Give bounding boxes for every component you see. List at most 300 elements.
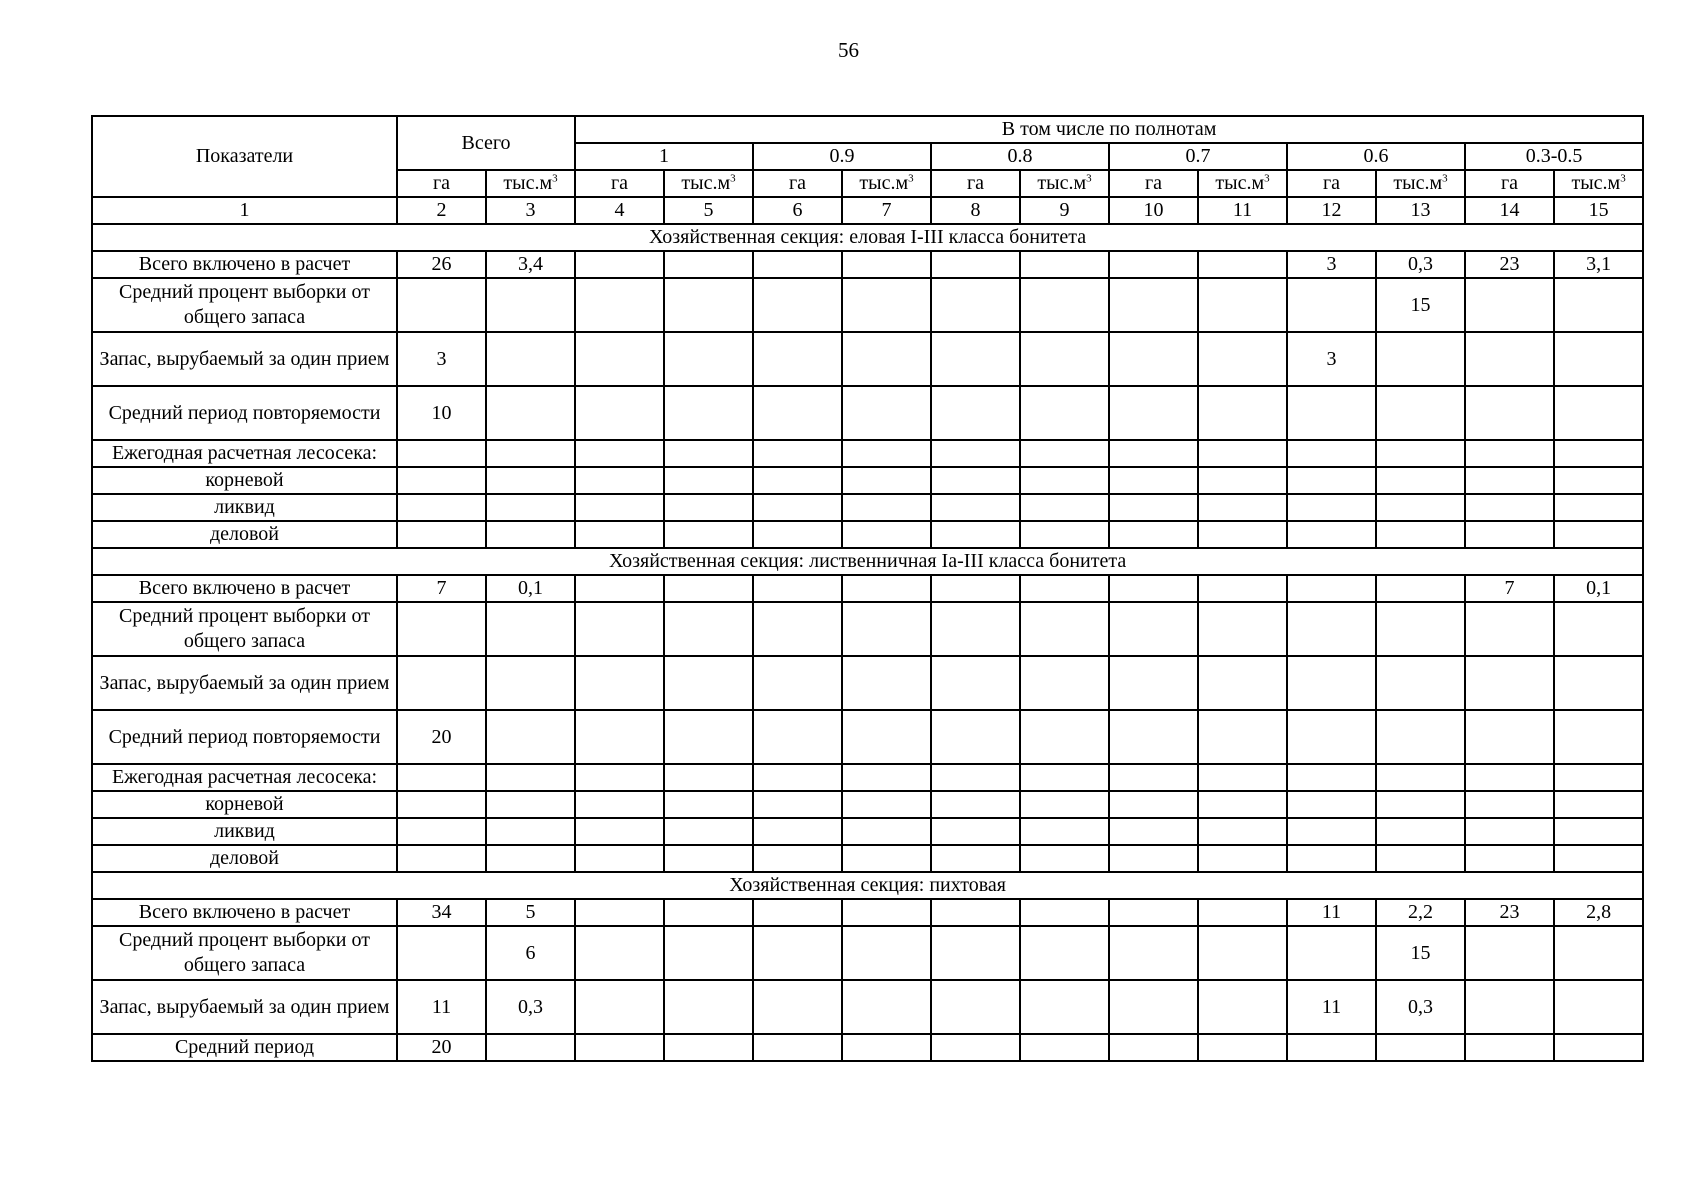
table-cell [1376,764,1465,791]
table-cell [1109,791,1198,818]
table-cell [842,467,931,494]
table-cell [486,494,575,521]
table-cell [664,791,753,818]
table-cell [575,899,664,926]
table-cell [1198,791,1287,818]
table-cell [664,467,753,494]
table-cell [1198,845,1287,872]
table-cell [1465,440,1554,467]
header-row-1 [92,116,1643,143]
table-cell [664,710,753,764]
table-cell [664,440,753,467]
table-cell [1376,845,1465,872]
table-cell [1109,1034,1198,1061]
section-title: Хозяйственная секция: еловая I-III класса бонитета [92,224,1643,251]
column-number: 3 [486,197,575,224]
table-row [92,791,1643,818]
unit-volume-exponent: 3 [730,172,736,185]
table-cell [753,494,842,521]
table-cell [664,521,753,548]
table-cell [931,791,1020,818]
table-cell [486,791,575,818]
table-cell [397,926,486,980]
table-cell: 6 [486,926,575,980]
table-cell [1465,332,1554,386]
table-cell [1198,899,1287,926]
table-cell [1198,494,1287,521]
table-cell [753,602,842,656]
table-cell [1109,575,1198,602]
table-cell [1465,926,1554,980]
header-unit-volume [1020,170,1109,197]
table-cell [1020,251,1109,278]
header-indicators: Показатели [92,116,397,197]
table-cell [1465,602,1554,656]
table-cell [575,575,664,602]
table-cell [842,440,931,467]
table-cell [1109,818,1198,845]
table-cell [753,251,842,278]
table-row [92,386,1643,440]
table-cell: 0,1 [1554,575,1643,602]
table-cell [664,386,753,440]
row-label: деловой [92,521,397,548]
table-cell [1109,251,1198,278]
table-cell [486,467,575,494]
table-cell: 20 [397,710,486,764]
table-cell [1198,575,1287,602]
row-label: ликвид [92,818,397,845]
table-row [92,602,1643,656]
table-row [92,656,1643,710]
table-cell: 15 [1376,278,1465,332]
row-label: Запас, вырубаемый за один прием [92,980,397,1034]
table-cell [664,575,753,602]
row-label: ликвид [92,494,397,521]
table-cell [575,980,664,1034]
table-cell [1287,791,1376,818]
table-cell [1465,980,1554,1034]
table-row [92,980,1643,1034]
table-cell [1465,386,1554,440]
table-cell [1020,521,1109,548]
table-cell [1198,251,1287,278]
table-cell: 3 [1287,332,1376,386]
table-cell [1465,710,1554,764]
header-unit-volume [664,170,753,197]
table-cell [1465,656,1554,710]
table-cell [1020,899,1109,926]
table-cell [753,521,842,548]
header-unit-ha: га [575,170,664,197]
table-cell [753,656,842,710]
table-cell [931,278,1020,332]
header-density-2: 0.8 [931,143,1109,170]
table-cell [931,251,1020,278]
table-cell: 2,8 [1554,899,1643,926]
table-cell [842,710,931,764]
table-cell [753,818,842,845]
table-cell [753,980,842,1034]
table-row [92,440,1643,467]
table-row [92,926,1643,980]
table-cell: 23 [1465,899,1554,926]
header-unit-ha: га [1465,170,1554,197]
table-cell [1109,710,1198,764]
page-number: 56 [838,38,859,62]
table-cell [1020,980,1109,1034]
table-cell [1287,575,1376,602]
table-cell [486,764,575,791]
table-cell [1554,791,1643,818]
table-cell [1020,926,1109,980]
table-cell [842,602,931,656]
table-cell [486,521,575,548]
table-cell [1109,656,1198,710]
table-cell [1376,656,1465,710]
table-cell [753,467,842,494]
table-cell [1465,764,1554,791]
table-cell [931,332,1020,386]
table-cell [931,710,1020,764]
table-cell [664,926,753,980]
table-cell [575,467,664,494]
table-cell: 3 [1287,251,1376,278]
unit-volume-text: тыс.м [681,172,731,194]
table-cell [1020,386,1109,440]
table-cell [664,845,753,872]
table-cell [842,656,931,710]
table-cell [1287,494,1376,521]
table-cell: 2,2 [1376,899,1465,926]
table-cell [1198,521,1287,548]
table-cell: 0,3 [1376,980,1465,1034]
table-cell [1198,386,1287,440]
table-cell [397,818,486,845]
table-cell [664,251,753,278]
table-cell [1376,494,1465,521]
table-cell [842,845,931,872]
table-cell [1376,467,1465,494]
table-cell [842,386,931,440]
header-unit-ha: га [1109,170,1198,197]
table-cell: 11 [397,980,486,1034]
unit-volume-text: тыс.м [503,172,553,194]
table-cell [1198,656,1287,710]
table-cell [931,602,1020,656]
table-cell [1554,845,1643,872]
column-number: 10 [1109,197,1198,224]
table-cell [931,845,1020,872]
header-unit-volume [486,170,575,197]
table-row [92,278,1643,332]
table-cell [1287,278,1376,332]
row-label: корневой [92,467,397,494]
table-cell [1198,440,1287,467]
table-row [92,494,1643,521]
table-cell [753,1034,842,1061]
table-row [92,818,1643,845]
table-cell [1554,656,1643,710]
table-cell [1287,386,1376,440]
table-cell [397,278,486,332]
table-cell: 10 [397,386,486,440]
table-cell [842,251,931,278]
section-title-row [92,872,1643,899]
header-by-density: В том числе по полнотам [575,116,1643,143]
table-cell [1554,818,1643,845]
row-label: Ежегодная расчетная лесосека: [92,764,397,791]
table-cell [397,440,486,467]
table-cell: 20 [397,1034,486,1061]
table-cell [931,575,1020,602]
table-cell [931,980,1020,1034]
table-cell [486,602,575,656]
header-total: Всего [397,116,575,170]
table-cell [1109,602,1198,656]
section-title: Хозяйственная секция: лиственничная Ia-III класса бонитета [92,548,1643,575]
unit-volume-text: тыс.м [1215,172,1265,194]
table-cell [664,656,753,710]
table-cell [575,440,664,467]
header-unit-volume [1554,170,1643,197]
table-cell [1109,332,1198,386]
table-cell [575,818,664,845]
table-cell: 0,3 [486,980,575,1034]
table-cell [486,440,575,467]
table-cell [1376,791,1465,818]
table-cell: 0,1 [486,575,575,602]
table-cell [486,845,575,872]
table-cell [1554,980,1643,1034]
table-cell [1198,710,1287,764]
table-cell [486,710,575,764]
table-cell [1376,710,1465,764]
allowable-cut-table [91,115,1644,1062]
table-cell [1287,521,1376,548]
column-number: 11 [1198,197,1287,224]
table-row [92,467,1643,494]
column-number: 6 [753,197,842,224]
table-cell [931,467,1020,494]
table-cell [753,845,842,872]
table-cell [575,1034,664,1061]
column-number: 9 [1020,197,1109,224]
table-cell [1376,602,1465,656]
table-cell [1109,980,1198,1034]
table-cell [1198,1034,1287,1061]
table-cell [1109,467,1198,494]
table-cell [486,386,575,440]
table-cell [1465,791,1554,818]
header-density-5: 0.3-0.5 [1465,143,1643,170]
row-label: деловой [92,845,397,872]
table-cell [1020,764,1109,791]
table-cell [1109,440,1198,467]
section-title: Хозяйственная секция: пихтовая [92,872,1643,899]
table-cell [397,521,486,548]
row-label: Средний период повторяемости [92,386,397,440]
table-cell [664,1034,753,1061]
header-unit-volume [842,170,931,197]
table-cell [931,440,1020,467]
table-cell [931,521,1020,548]
unit-volume-exponent: 3 [1086,172,1092,185]
column-number: 8 [931,197,1020,224]
table-cell [575,764,664,791]
table-cell [397,791,486,818]
column-number: 2 [397,197,486,224]
unit-volume-text: тыс.м [1037,172,1087,194]
unit-volume-exponent: 3 [1620,172,1626,185]
unit-volume-text: тыс.м [859,172,909,194]
table-cell [1287,818,1376,845]
row-label: Ежегодная расчетная лесосека: [92,440,397,467]
table-cell [1109,899,1198,926]
table-cell [842,494,931,521]
table-cell [575,791,664,818]
unit-volume-exponent: 3 [908,172,914,185]
table-cell [1020,1034,1109,1061]
table-cell [1465,494,1554,521]
table-cell [575,845,664,872]
column-number: 7 [842,197,931,224]
unit-volume-text: тыс.м [1571,172,1621,194]
table-row [92,710,1643,764]
table-cell [664,332,753,386]
table-cell [397,656,486,710]
table-cell [1020,494,1109,521]
table-cell [1020,467,1109,494]
column-number: 12 [1287,197,1376,224]
table-cell [931,1034,1020,1061]
header-unit-ha: га [397,170,486,197]
table-cell [753,440,842,467]
table-cell [1554,764,1643,791]
table-cell [931,899,1020,926]
table-cell [1376,818,1465,845]
table-cell [753,710,842,764]
table-cell [575,251,664,278]
table-cell [753,764,842,791]
table-row [92,899,1643,926]
table-cell [486,656,575,710]
table-cell [1376,386,1465,440]
table-cell: 3 [397,332,486,386]
column-number: 1 [92,197,397,224]
unit-volume-exponent: 3 [1264,172,1270,185]
header-density-0: 1 [575,143,753,170]
table-cell [664,818,753,845]
table-cell [1287,440,1376,467]
table-cell [397,494,486,521]
table-cell [753,386,842,440]
column-number: 15 [1554,197,1643,224]
table-cell: 3,4 [486,251,575,278]
table-cell [1109,521,1198,548]
header-unit-volume [1198,170,1287,197]
row-label: корневой [92,791,397,818]
header-unit-ha: га [753,170,842,197]
table-cell [1287,764,1376,791]
table-cell [931,494,1020,521]
table-cell [1020,602,1109,656]
table-cell: 5 [486,899,575,926]
table-cell [397,602,486,656]
table-cell: 7 [397,575,486,602]
table-cell [664,278,753,332]
table-cell [753,926,842,980]
table-cell [1554,602,1643,656]
table-cell [664,899,753,926]
table-cell [1287,467,1376,494]
table-cell [1020,440,1109,467]
column-number: 14 [1465,197,1554,224]
table-cell [842,332,931,386]
table-cell [1287,710,1376,764]
table-cell [1376,332,1465,386]
table-cell [575,386,664,440]
table-cell [1020,845,1109,872]
row-label: Всего включено в расчет [92,899,397,926]
table-cell [1020,278,1109,332]
table-cell: 0,3 [1376,251,1465,278]
header-unit-volume [1376,170,1465,197]
table-row [92,845,1643,872]
table-cell [1554,494,1643,521]
table-cell [486,818,575,845]
unit-volume-exponent: 3 [1442,172,1448,185]
table-cell [1020,575,1109,602]
table-cell [1554,440,1643,467]
table-cell [1287,656,1376,710]
table-cell [1465,818,1554,845]
table-cell [1554,521,1643,548]
table-row [92,764,1643,791]
table-cell [1198,926,1287,980]
table-cell [1020,332,1109,386]
column-number: 4 [575,197,664,224]
table-cell [1109,764,1198,791]
header-density-4: 0.6 [1287,143,1465,170]
table-cell [575,656,664,710]
table-cell [1465,278,1554,332]
table-cell: 23 [1465,251,1554,278]
table-cell [1109,386,1198,440]
table-cell [1554,386,1643,440]
header-column-number-row [92,197,1643,224]
column-number: 13 [1376,197,1465,224]
table-cell [664,980,753,1034]
table-cell [575,602,664,656]
table-cell [1554,278,1643,332]
table-cell [1554,467,1643,494]
table-cell [753,899,842,926]
table-cell [1465,845,1554,872]
table-cell [842,1034,931,1061]
table-row [92,332,1643,386]
table-cell [1020,791,1109,818]
unit-volume-text: тыс.м [1393,172,1443,194]
table-cell [1554,332,1643,386]
table-cell [931,764,1020,791]
table-cell [1376,1034,1465,1061]
table-cell [1287,602,1376,656]
table-cell [753,791,842,818]
table-cell [575,710,664,764]
table-cell [842,278,931,332]
table-cell [575,926,664,980]
